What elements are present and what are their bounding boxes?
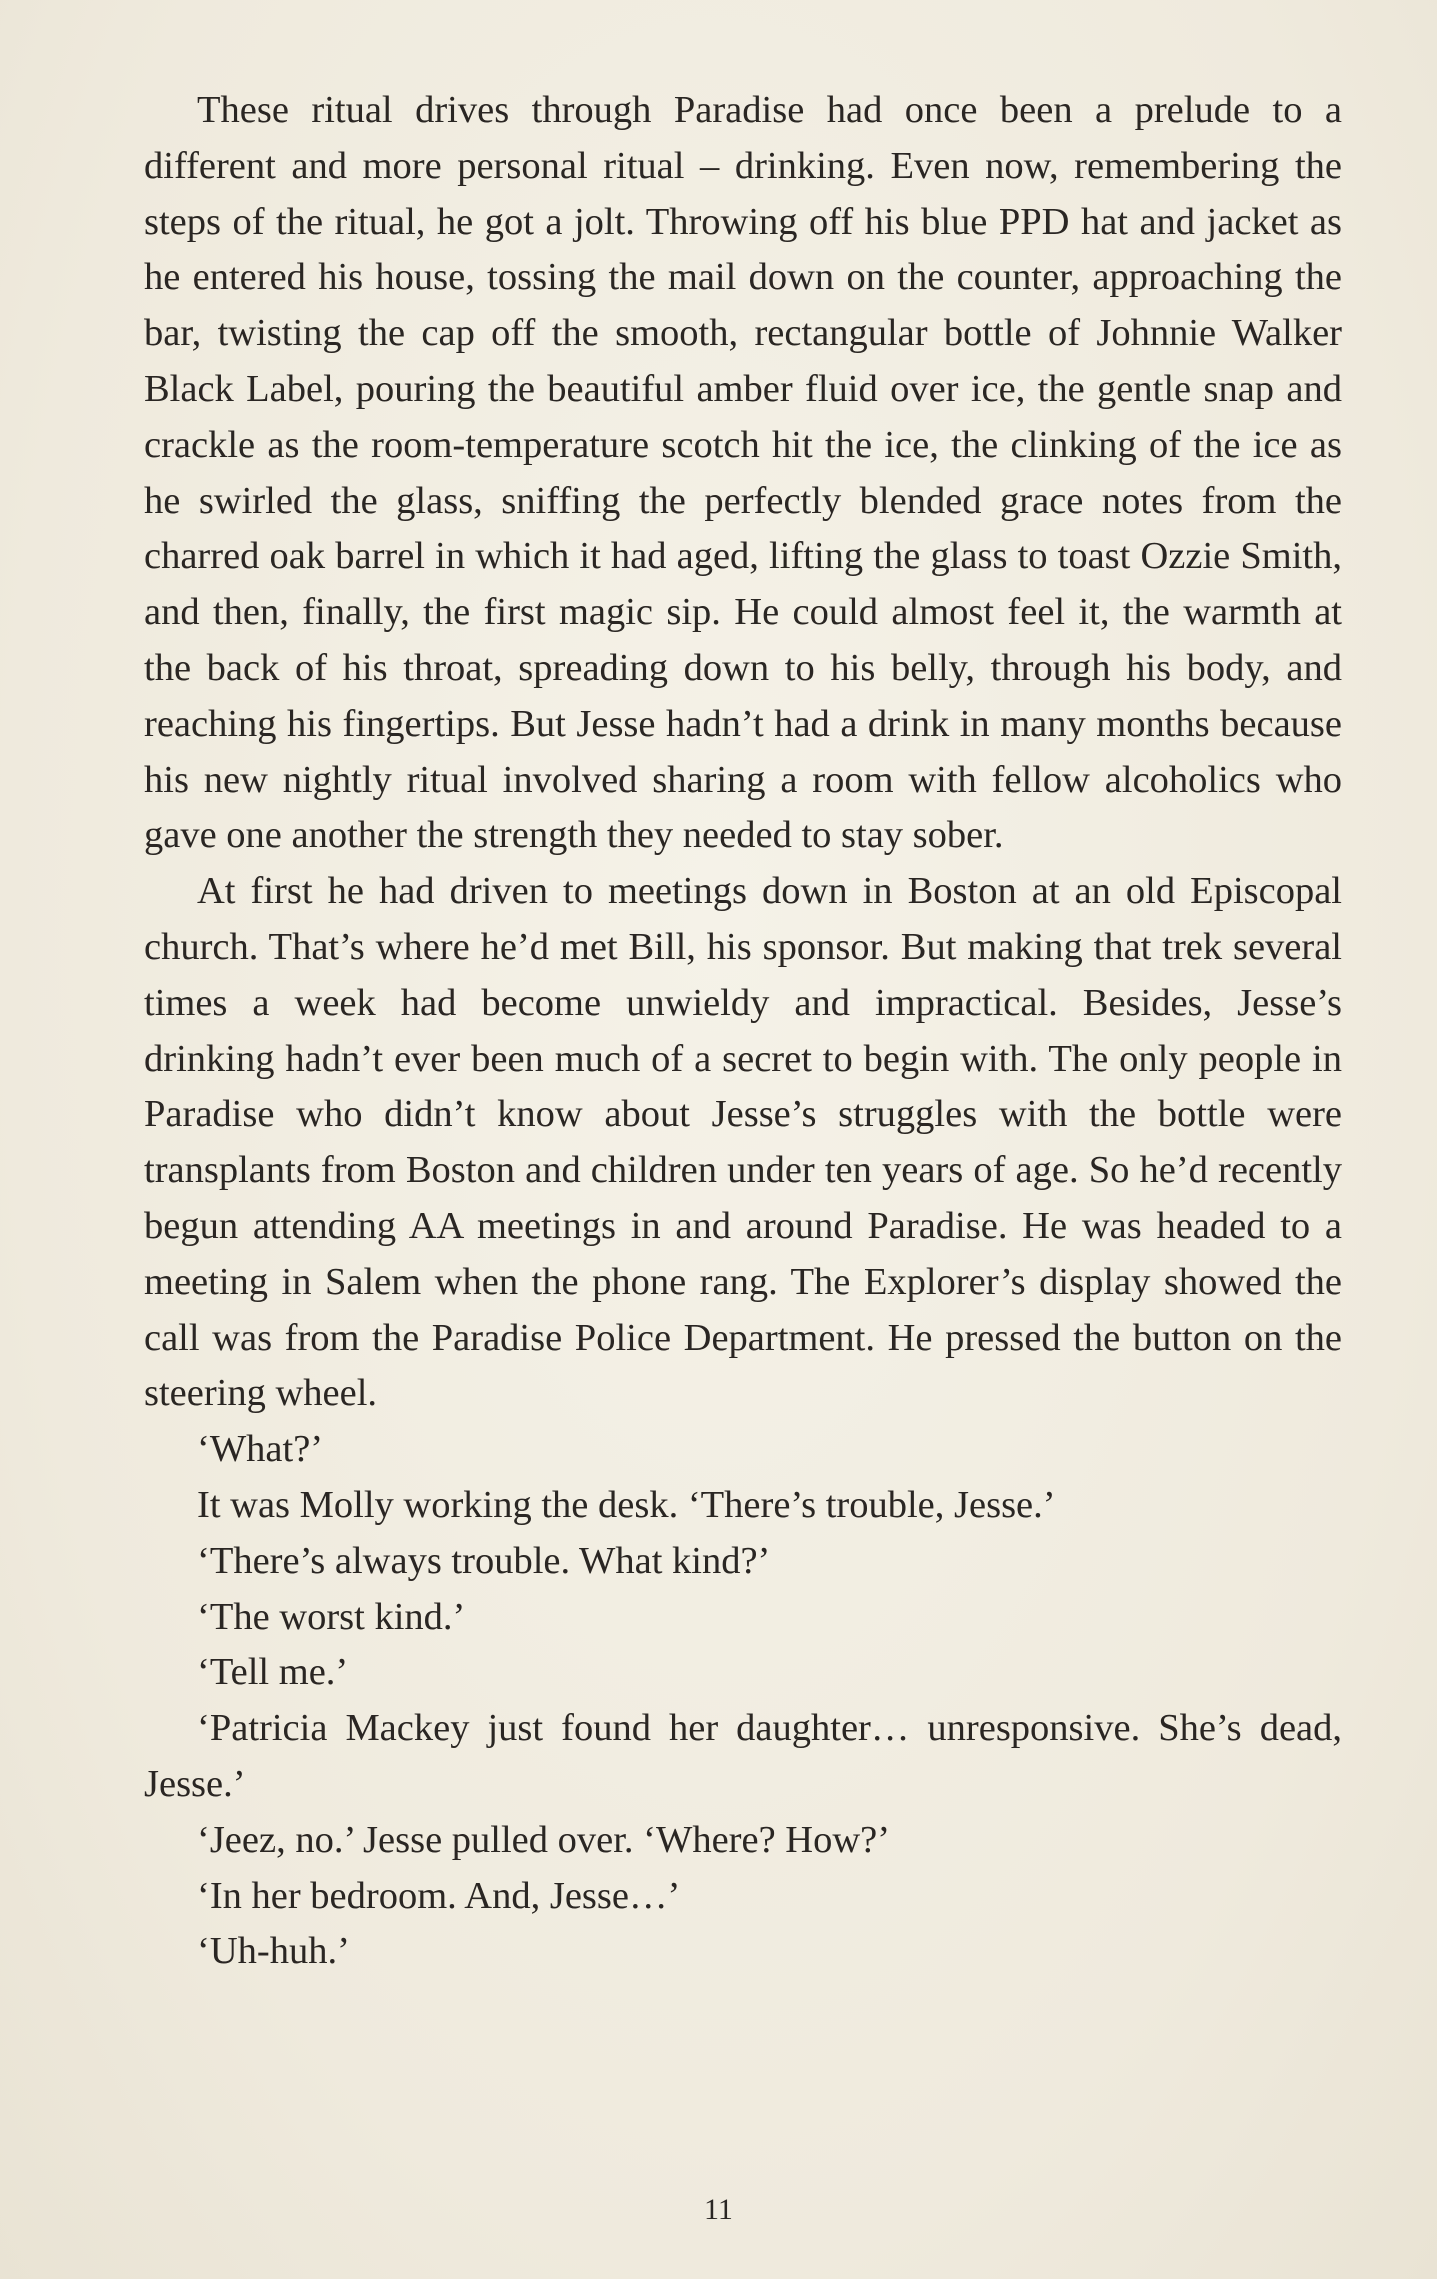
paragraph: ‘The worst kind.’ <box>197 1595 466 1638</box>
paragraph: ‘What?’ <box>197 1428 324 1471</box>
paragraph: At first he had driven to meetings down in Boston at an old Episcopal church. That’s where he’d met Bill, his sponsor. But making that trek several times a week had become unwieldy and impractical. Besides, Jesse’s drinking hadn’t ever been much of a secret to begin with. The only people in Paradise who didn’t know about Jesse’s struggles with the bottle were transplants from Boston and children under ten years of age. So he’d recently begun attending AA meetings in and around Paradise. He was headed to a meeting in Salem when the phone rang. The Explorer’s display showed the call was from the Paradise Police Department. He pressed the button on the steering wheel. <box>144 870 1342 1415</box>
paragraph: ‘Jeez, no.’ Jesse pulled over. ‘Where? How?’ <box>197 1818 891 1861</box>
paragraph: ‘Patricia Mackey just found her daughter… unresponsive. She’s dead, Jesse.’ <box>144 1707 1342 1805</box>
paragraph: ‘There’s always trouble. What kind?’ <box>197 1539 771 1582</box>
paragraph: These ritual drives through Paradise had once been a prelude to a different and more personal ritual – drinking. Even now, remembering the steps of the ritual, he got a jolt. Throwing off his blue PPD hat and jacket as he entered his house, tossing the mail down on the counter, approaching the bar, twisting the cap off the smooth, rectangular bottle of Johnnie Walker Black Label, pouring the beautiful amber fluid over ice, the gentle snap and crackle as the room-temperature scotch hit the ice, the clinking of the ice as he swirled the glass, sniffing the perfectly blended grace notes from the charred oak barrel in which it had aged, lifting the glass to toast Ozzie Smith, and then, finally, the first magic sip. He could almost feel it, the warmth at the back of his throat, spreading down to his belly, through his body, and reaching his fingertips. But Jesse hadn’t had a drink in many months because his new nightly ritual involved sharing a room with fellow alcoholics who gave one another the strength they needed to stay sober. <box>144 89 1342 857</box>
paragraph: It was Molly working the desk. ‘There’s trouble, Jesse.’ <box>197 1483 1056 1526</box>
body-text <box>144 83 1342 1980</box>
paragraph: ‘Uh-huh.’ <box>197 1930 350 1973</box>
paragraph: ‘In her bedroom. And, Jesse…’ <box>197 1874 681 1917</box>
paragraph: ‘Tell me.’ <box>197 1651 349 1694</box>
page-number: 11 <box>704 2193 733 2226</box>
